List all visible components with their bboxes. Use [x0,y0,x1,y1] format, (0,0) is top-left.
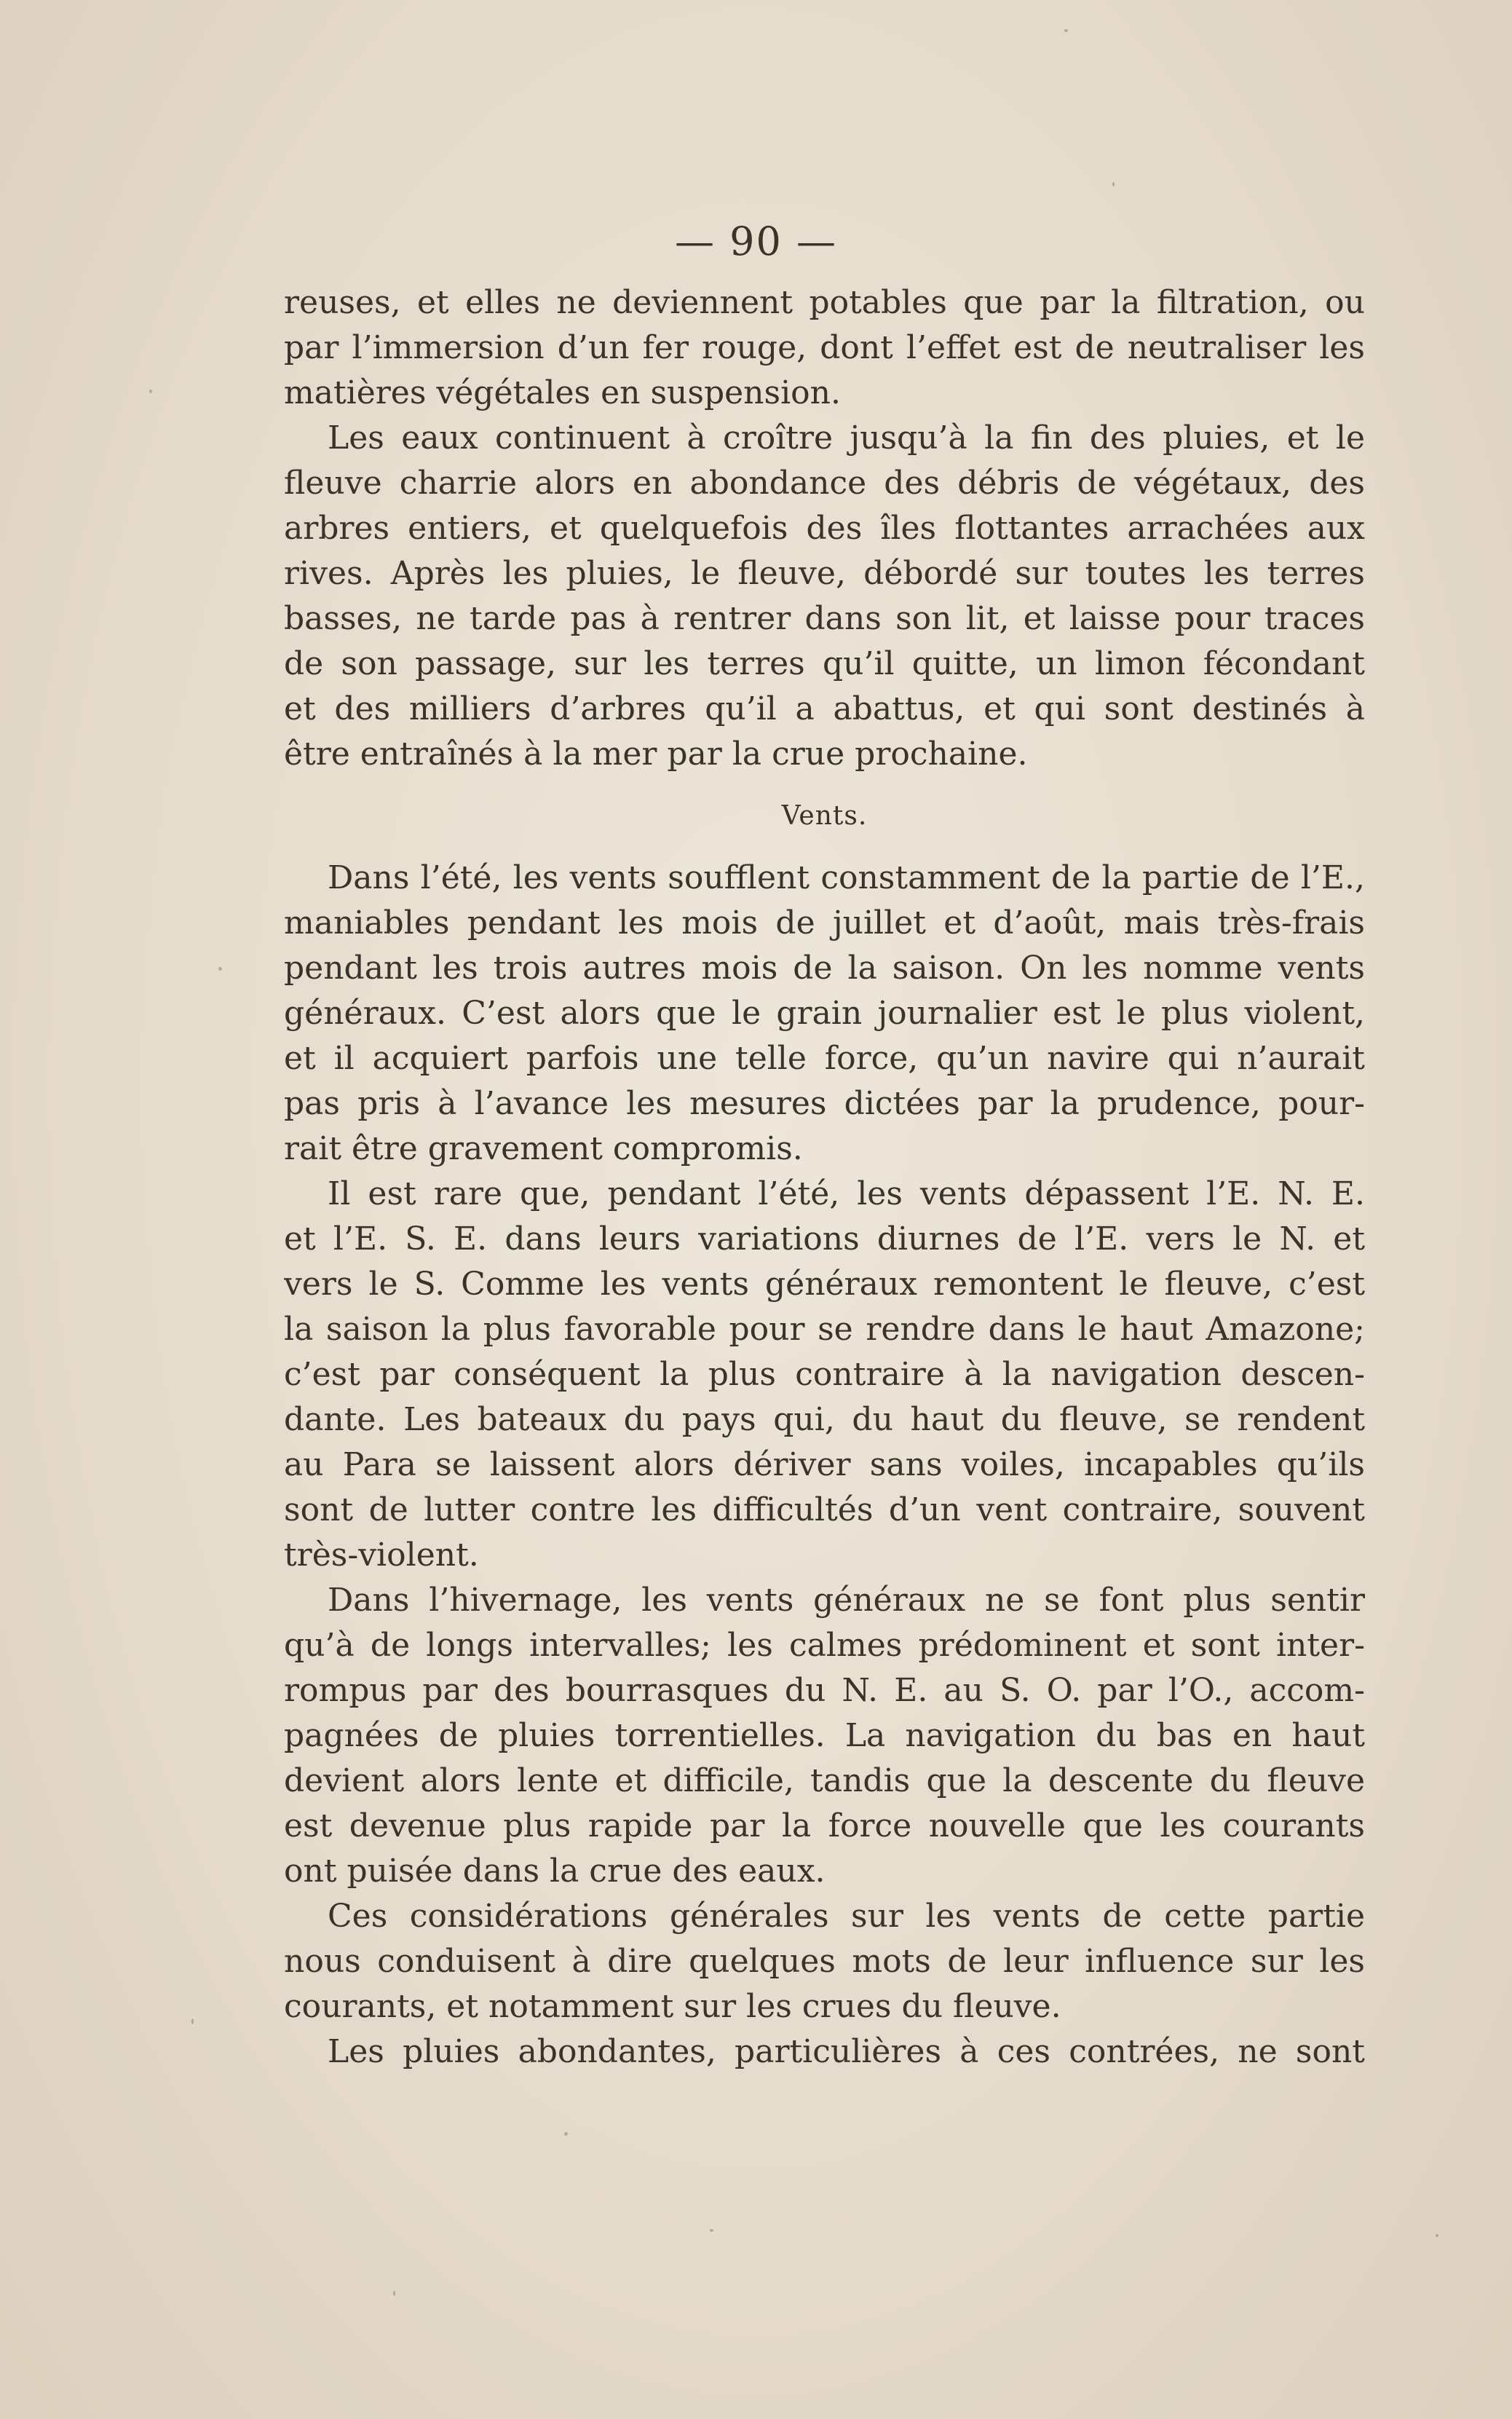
text-line: pendant les trois autres mois de la saison. On les nomme vents [284,950,1365,987]
text-line: sont de lutter contre les difficultés d’un vent contraire, souvent [284,1491,1365,1528]
text-line: de son passage, sur les terres qu’il quitte, un limon fécondant [284,645,1365,682]
text-line: très-violent. [284,1536,479,1574]
text-line: dante. Les bateaux du pays qui, du haut du fleuve, se rendent [284,1401,1365,1438]
text-line: Les eaux continuent à croître jusqu’à la fin des pluies, et le [328,419,1365,457]
text-line: au Para se laissent alors dériver sans voiles, incapables qu’ils [284,1446,1365,1483]
text-line: courants, et notamment sur les crues du fleuve. [284,1988,1061,2025]
text-line: Dans l’hivernage, les vents généraux ne se font plus sentir [328,1582,1365,1619]
text-line: qu’à de longs intervalles; les calmes prédominent et sont inter- [284,1627,1365,1664]
text-line: rompus par des bourrasques du N. E. au S. O. par l’O., accom- [284,1672,1365,1709]
text-line: nous conduisent à dire quelques mots de leur influence sur les [284,1943,1365,1980]
text-line: Ces considérations générales sur les vents de cette partie [328,1898,1365,1935]
text-line: être entraînés à la mer par la crue prochaine. [284,735,1028,773]
text-line: est devenue plus rapide par la force nouvelle que les courants [284,1807,1365,1844]
text-line: généraux. C’est alors que le grain journalier est le plus violent, [284,995,1365,1032]
paper-speck [191,2019,194,2024]
text-line: Dans l’été, les vents soufflent constamment de la partie de l’E., [328,859,1365,896]
paper-speck [218,967,222,971]
paper-speck [710,2229,713,2232]
paper-speck [393,2291,395,2296]
text-line: par l’immersion d’un fer rouge, dont l’effet est de neutraliser les [284,329,1365,366]
body-text [284,280,1365,2075]
text-line: basses, ne tarde pas à rentrer dans son lit, et laisse pour traces [284,600,1365,637]
text-line: fleuve charrie alors en abondance des débris de végétaux, des [284,465,1365,502]
text-line: et l’E. S. E. dans leurs variations diurnes de l’E. vers le N. et [284,1220,1365,1258]
text-line: pas pris à l’avance les mesures dictées par la prudence, pour- [284,1085,1365,1122]
text-line: arbres entiers, et quelquefois des îles flottantes arrachées aux [284,510,1365,547]
text-line: pagnées de pluies torrentielles. La navigation du bas en haut [284,1717,1365,1754]
text-line: et il acquiert parfois une telle force, qu’un navire qui n’aurait [284,1040,1365,1077]
paper-speck [1112,182,1115,186]
text-line: devient alors lente et difficile, tandis que la descente du fleuve [284,1762,1365,1799]
text-line: ont puisée dans la crue des eaux. [284,1852,826,1890]
text-line: et des milliers d’arbres qu’il a abattus, et qui sont destinés à [284,690,1365,727]
page-number: — 90 — [674,218,838,264]
paper-speck [564,2132,568,2136]
text-line: vers le S. Comme les vents généraux remontent le fleuve, c’est [284,1266,1365,1303]
text-line: rives. Après les pluies, le fleuve, débordé sur toutes les terres [284,555,1365,592]
text-line: Les pluies abondantes, particulières à ces contrées, ne sont [328,2033,1365,2070]
text-line: c’est par conséquent la plus contraire à la navigation descen- [284,1356,1365,1393]
section-heading: Vents. [781,801,868,831]
text-line: Il est rare que, pendant l’été, les vents dépassent l’E. N. E. [328,1175,1365,1212]
paper-speck [1064,29,1068,32]
paper-speck [149,390,152,393]
paper-speck [1436,2234,1438,2237]
text-line: maniables pendant les mois de juillet et d’août, mais très-frais [284,904,1365,942]
text-line: reuses, et elles ne deviennent potables que par la filtration, ou [284,284,1365,321]
text-line: la saison la plus favorable pour se rendre dans le haut Amazone; [284,1311,1365,1348]
text-line: rait être gravement compromis. [284,1130,803,1167]
text-line: matières végétales en suspension. [284,374,841,411]
